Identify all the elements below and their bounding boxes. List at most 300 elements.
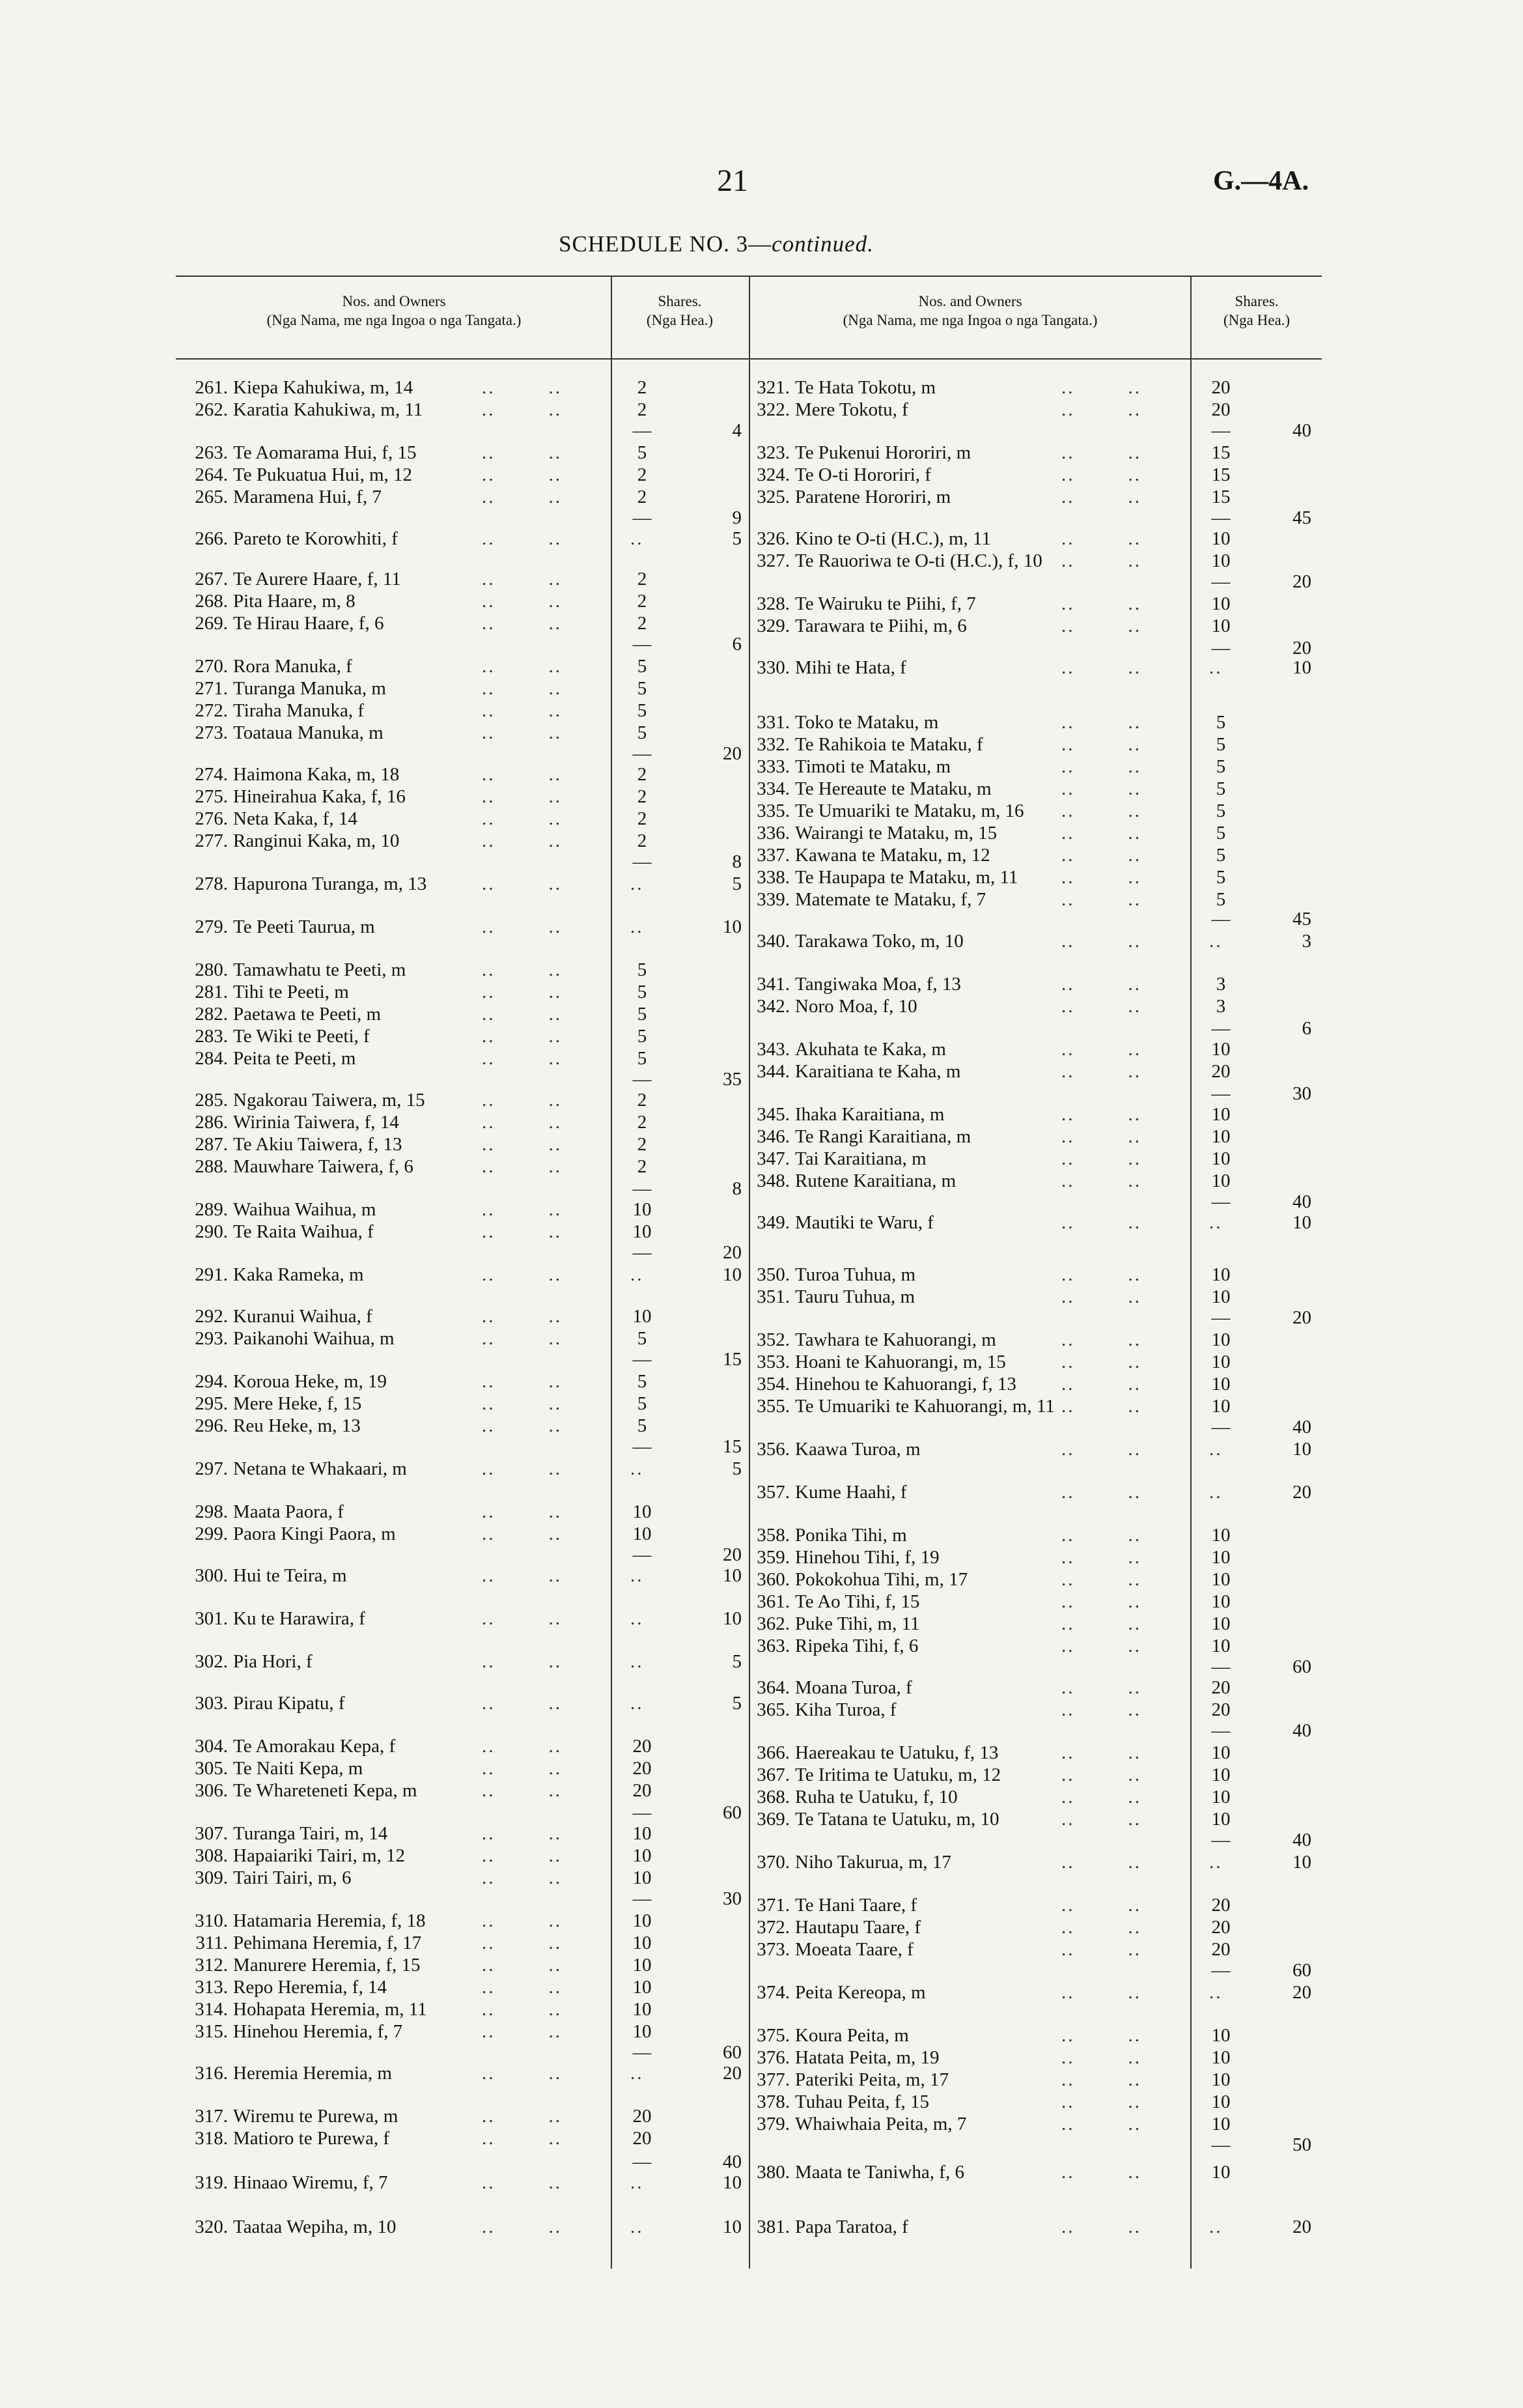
leader-dots: .. .. <box>482 873 562 894</box>
share-total: 20 <box>723 2063 742 2084</box>
owner-number: 344. <box>757 1061 790 1082</box>
owner-name: Netana te Whakaari, m <box>233 1458 407 1479</box>
owner-row <box>0 1677 1523 1699</box>
owner-number: 346. <box>757 1126 790 1147</box>
subtotal-value: 20 <box>1292 1307 1311 1328</box>
share-value: 10 <box>1211 2069 1231 2090</box>
owner-name: Hatamaria Heremia, f, 18 <box>233 1910 426 1931</box>
subtotal-dash: — <box>1211 1417 1231 1438</box>
leader-dots: .. .. <box>482 1736 562 1757</box>
share-value: 20 <box>1211 399 1231 420</box>
owner-number: 370. <box>757 1852 790 1873</box>
series-reference: G.—4A. <box>1213 166 1309 196</box>
owner-number: 281. <box>195 982 228 1002</box>
subtotal-value: 40 <box>1292 420 1311 441</box>
owner-row <box>0 1851 1523 1873</box>
leader-dots: .. <box>1209 1852 1223 1873</box>
owner-row <box>0 2161 1523 2183</box>
share-value: 20 <box>1211 1917 1231 1938</box>
owner-number: 269. <box>195 613 228 634</box>
owner-name: Pita Haare, m, 8 <box>233 591 356 612</box>
owner-name: Hinehou Tihi, f, 19 <box>795 1547 940 1568</box>
subtotal-dash: — <box>632 851 652 872</box>
leader-dots: .. .. <box>482 1758 562 1779</box>
share-value: 5 <box>1216 734 1226 755</box>
owner-number: 317. <box>195 2106 228 2127</box>
owner-name: Toataua Manuka, m <box>233 722 384 743</box>
owner-name: Mihi te Hata, f <box>795 657 906 678</box>
owner-row <box>0 1742 1523 1764</box>
subtotal-value: 30 <box>723 1888 742 1909</box>
owner-row <box>0 1286 1523 1308</box>
owner-number: 362. <box>757 1613 790 1634</box>
owner-name: Matioro te Purewa, f <box>233 2128 389 2149</box>
owner-name: Tiraha Manuka, f <box>233 700 365 721</box>
share-value: 5 <box>1216 712 1226 733</box>
share-value: 5 <box>1216 845 1226 866</box>
owner-name: Kaka Rameka, m <box>233 1264 364 1285</box>
share-value: 10 <box>1211 2025 1231 2046</box>
leader-dots: .. .. <box>1061 593 1141 614</box>
owner-name: Kino te O-ti (H.C.), m, 11 <box>795 528 991 549</box>
leader-dots: .. <box>1209 1212 1223 1233</box>
owner-row <box>0 800 1523 822</box>
owner-name: Te Wiki te Peeti, f <box>233 1026 370 1047</box>
owner-row <box>0 1126 1523 1148</box>
owner-row <box>0 1546 1523 1568</box>
leader-dots: .. .. <box>1061 2069 1141 2090</box>
leader-dots: .. .. <box>1061 734 1141 755</box>
owner-name: Turanga Tairi, m, 14 <box>233 1823 388 1844</box>
share-value: 20 <box>632 2106 652 2127</box>
owner-number: 369. <box>757 1809 790 1830</box>
leader-dots: .. .. <box>1061 1170 1141 1191</box>
owner-name: Hohapata Heremia, m, 11 <box>233 1999 427 2020</box>
owner-row <box>0 550 1523 572</box>
owner-number: 274. <box>195 764 228 785</box>
subtotal-value: 60 <box>1292 1960 1311 1981</box>
share-value: 2 <box>637 1112 647 1133</box>
owner-name: Karatia Kahukiwa, m, 11 <box>233 399 423 420</box>
owner-row <box>0 822 1523 844</box>
share-value: 20 <box>632 1758 652 1779</box>
leader-dots: .. .. <box>482 1933 562 1953</box>
owner-number: 322. <box>757 399 790 420</box>
share-value: 2 <box>637 764 647 785</box>
owner-number: 296. <box>195 1415 228 1436</box>
subtotal-dash: — <box>632 2151 652 2172</box>
leader-dots: .. .. <box>482 1048 562 1069</box>
leader-dots: .. .. <box>482 1221 562 1242</box>
owner-name: Pehimana Heremia, f, 17 <box>233 1933 422 1953</box>
owner-row <box>0 1786 1523 1808</box>
leader-dots: .. <box>630 2217 644 2237</box>
owner-number: 324. <box>757 464 790 485</box>
owner-number: 378. <box>757 2091 790 2112</box>
owner-row <box>0 1699 1523 1721</box>
owner-number: 265. <box>195 487 228 507</box>
owner-name: Te Pukuatua Hui, m, 12 <box>233 464 413 485</box>
leader-dots: .. .. <box>1061 1525 1141 1546</box>
owner-name: Heremia Heremia, m <box>233 2063 392 2084</box>
owner-number: 303. <box>195 1693 228 1714</box>
owner-name: Kawana te Mataku, m, 12 <box>795 845 990 866</box>
subtotal-dash: — <box>632 634 652 655</box>
share-value: 15 <box>1211 464 1231 485</box>
owner-row <box>0 1524 1523 1546</box>
share-value: 10 <box>632 1501 652 1522</box>
leader-dots: .. .. <box>1061 2047 1141 2068</box>
leader-dots: .. .. <box>1061 1104 1141 1125</box>
share-value: 10 <box>1211 1170 1231 1191</box>
owner-number: 345. <box>757 1104 790 1125</box>
owner-number: 374. <box>757 1982 790 2003</box>
leader-dots: .. .. <box>1061 996 1141 1017</box>
page-number: 21 <box>717 163 748 198</box>
owner-number: 372. <box>757 1917 790 1938</box>
owner-number: 363. <box>757 1636 790 1656</box>
leader-dots: .. <box>630 1458 644 1479</box>
owner-number: 261. <box>195 377 228 398</box>
subtotal-value: 45 <box>1292 909 1311 929</box>
share-value: 2 <box>637 808 647 829</box>
owner-row <box>0 677 1523 700</box>
subtotal-value: 15 <box>723 1349 742 1370</box>
owner-number: 341. <box>757 974 790 995</box>
subtotal-value: 40 <box>1292 1720 1311 1741</box>
share-total: 3 <box>1302 931 1311 952</box>
leader-dots: .. <box>1209 931 1223 952</box>
owner-name: Tairi Tairi, m, 6 <box>233 1867 352 1888</box>
owner-row <box>0 1373 1523 1395</box>
leader-dots: .. .. <box>1061 1982 1141 2003</box>
owner-name: Pateriki Peita, m, 17 <box>795 2069 949 2090</box>
share-value: 2 <box>637 1090 647 1111</box>
owner-name: Tarawara te Piihi, m, 6 <box>795 616 967 636</box>
owner-row <box>0 1060 1523 1083</box>
owner-number: 282. <box>195 1004 228 1025</box>
owner-name: Kiha Turoa, f <box>795 1699 897 1720</box>
share-value: 2 <box>637 613 647 634</box>
owner-number: 347. <box>757 1148 790 1169</box>
share-value: 20 <box>1211 1061 1231 1082</box>
leader-dots: .. .. <box>1061 2091 1141 2112</box>
share-total: 5 <box>732 1651 742 1672</box>
leader-dots: .. .. <box>482 1026 562 1047</box>
owner-name: Maata Paora, f <box>233 1501 344 1522</box>
owner-name: Hapurona Turanga, m, 13 <box>233 873 427 894</box>
owner-number: 336. <box>757 823 790 843</box>
schedule-title: SCHEDULE NO. 3—continued. <box>559 231 874 257</box>
owner-number: 355. <box>757 1396 790 1417</box>
share-total: 20 <box>1292 1482 1311 1503</box>
owner-row <box>0 1458 1523 1480</box>
share-value: 10 <box>1211 1264 1231 1285</box>
share-value: 2 <box>637 377 647 398</box>
owner-name: Haereakau te Uatuku, f, 13 <box>795 1742 999 1763</box>
owner-number: 377. <box>757 2069 790 2090</box>
owner-name: Hui te Teira, m <box>233 1565 347 1586</box>
subtotal-dash: — <box>1211 1191 1231 1212</box>
share-value: 10 <box>1211 1613 1231 1634</box>
share-value: 20 <box>1211 1895 1231 1916</box>
subtotal-value: 20 <box>723 1242 742 1263</box>
leader-dots: .. .. <box>1061 1286 1141 1307</box>
leader-dots: .. .. <box>482 1112 562 1133</box>
owner-number: 300. <box>195 1565 228 1586</box>
owner-number: 286. <box>195 1112 228 1133</box>
right-shares-header <box>1192 292 1322 330</box>
owner-name: Turoa Tuhua, m <box>795 1264 916 1285</box>
share-value: 10 <box>1211 1148 1231 1169</box>
subtotal-value: 40 <box>1292 1417 1311 1438</box>
leader-dots: .. <box>630 1693 644 1714</box>
owner-row <box>0 464 1523 486</box>
leader-dots: .. .. <box>482 1090 562 1111</box>
leader-dots: .. .. <box>1061 1636 1141 1656</box>
owner-number: 316. <box>195 2063 228 2084</box>
owner-number: 320. <box>195 2217 228 2237</box>
leader-dots: .. .. <box>482 2106 562 2127</box>
share-value: 2 <box>637 569 647 589</box>
owner-row <box>0 1264 1523 1286</box>
share-value: 10 <box>1211 1569 1231 1590</box>
owner-name: Wirinia Taiwera, f, 14 <box>233 1112 399 1133</box>
owner-row <box>0 1211 1523 1234</box>
leader-dots: .. .. <box>482 442 562 463</box>
leader-dots: .. <box>1209 1982 1223 2003</box>
owner-number: 264. <box>195 464 228 485</box>
share-total: 10 <box>723 2172 742 2193</box>
owner-name: Hapaiariki Tairi, m, 12 <box>233 1845 406 1866</box>
owners-header-maori: (Nga Nama, me nga Ingoa o nga Tangata.) <box>266 312 522 328</box>
owner-name: Paratene Hororiri, m <box>795 487 951 507</box>
share-value: 10 <box>632 1955 652 1976</box>
subtotal-row <box>0 1307 1523 1329</box>
share-value: 5 <box>637 1004 647 1025</box>
owner-name: Maata te Taniwha, f, 6 <box>795 2162 964 2183</box>
owner-name: Koroua Heke, m, 19 <box>233 1371 387 1392</box>
owner-number: 271. <box>195 678 228 699</box>
leader-dots: .. .. <box>482 464 562 485</box>
leader-dots: .. .. <box>1061 1852 1141 1873</box>
owner-row <box>0 973 1523 995</box>
subtotal-row <box>0 637 1523 659</box>
leader-dots: .. .. <box>482 1780 562 1801</box>
owner-number: 293. <box>195 1328 228 1349</box>
subtotal-value: 45 <box>1292 507 1311 528</box>
leader-dots: .. .. <box>482 1328 562 1349</box>
share-value: 10 <box>632 1523 652 1544</box>
leader-dots: .. <box>1209 1439 1223 1460</box>
owner-number: 343. <box>757 1039 790 1060</box>
share-value: 10 <box>632 1977 652 1998</box>
leader-dots: .. .. <box>482 1845 562 1866</box>
subtotal-dash: — <box>1211 1960 1231 1981</box>
subtotal-dash: — <box>632 1888 652 1909</box>
leader-dots: .. .. <box>1061 1613 1141 1634</box>
owner-number: 302. <box>195 1651 228 1672</box>
leader-dots: .. <box>1209 1482 1223 1503</box>
owners-header-label: Nos. and Owners <box>918 293 1022 309</box>
leader-dots: .. .. <box>482 1134 562 1155</box>
share-value: 10 <box>1211 1286 1231 1307</box>
leader-dots: .. .. <box>482 569 562 589</box>
owner-name: Kaawa Turoa, m <box>795 1439 921 1460</box>
owner-name: Pia Hori, f <box>233 1651 313 1672</box>
subtotal-value: 60 <box>723 1802 742 1823</box>
share-value: 10 <box>632 1933 652 1953</box>
left-shares-header <box>612 292 748 330</box>
leader-dots: .. .. <box>482 916 562 937</box>
owner-name: Wiremu te Purewa, m <box>233 2106 398 2127</box>
owner-number: 367. <box>757 1764 790 1785</box>
right-owners-header <box>752 292 1188 330</box>
owner-row <box>0 930 1523 952</box>
owner-name: Te Rahikoia te Mataku, f <box>795 734 983 755</box>
leader-dots: .. .. <box>1061 2162 1141 2183</box>
owner-name: Ruha te Uatuku, f, 10 <box>795 1787 958 1807</box>
owner-row <box>0 1438 1523 1460</box>
subtotal-value: 60 <box>723 2042 742 2063</box>
owner-name: Ngakorau Taiwera, m, 15 <box>233 1090 425 1111</box>
leader-dots: .. .. <box>482 1867 562 1888</box>
owner-number: 332. <box>757 734 790 755</box>
owner-name: Te Peeti Taurua, m <box>233 916 375 937</box>
owner-number: 301. <box>195 1608 228 1629</box>
leader-dots: .. .. <box>1061 1742 1141 1763</box>
share-value: 10 <box>632 1823 652 1844</box>
subtotal-value: 20 <box>723 1544 742 1565</box>
subtotal-dash: — <box>632 420 652 441</box>
subtotal-value: 50 <box>1292 2134 1311 2155</box>
subtotal-value: 35 <box>723 1069 742 1090</box>
share-value: 2 <box>637 399 647 420</box>
owner-name: Matemate te Mataku, f, 7 <box>795 889 986 910</box>
owner-number: 335. <box>757 800 790 821</box>
leader-dots: .. .. <box>1061 1374 1141 1395</box>
owner-number: 357. <box>757 1482 790 1503</box>
owner-number: 380. <box>757 2162 790 2183</box>
owner-row <box>0 711 1523 733</box>
share-total: 10 <box>723 1264 742 1285</box>
share-value: 20 <box>632 2128 652 2149</box>
leader-dots: .. .. <box>1061 1148 1141 1169</box>
owner-name: Hinaao Wiremu, f, 7 <box>233 2172 388 2193</box>
owner-name: Repo Heremia, f, 14 <box>233 1977 387 1998</box>
leader-dots: .. .. <box>482 1651 562 1672</box>
owner-row <box>0 1808 1523 1830</box>
leader-dots: .. .. <box>1061 1126 1141 1147</box>
leader-dots: .. .. <box>1061 464 1141 485</box>
owner-name: Te Hereaute te Mataku, m <box>795 778 992 799</box>
subtotal-row <box>0 1083 1523 1105</box>
owner-name: Mauwhare Taiwera, f, 6 <box>233 1156 413 1177</box>
owner-row <box>0 2091 1523 2113</box>
owner-name: Noro Moa, f, 10 <box>795 996 917 1017</box>
subtotal-row <box>0 1416 1523 1438</box>
leader-dots: .. .. <box>482 808 562 829</box>
share-total: 10 <box>1292 1439 1311 1460</box>
owner-row <box>0 1916 1523 1938</box>
share-value: 10 <box>1211 1396 1231 1417</box>
share-value: 5 <box>637 700 647 721</box>
owner-name: Hautapu Taare, f <box>795 1917 921 1938</box>
subtotal-row <box>0 507 1523 529</box>
leader-dots: .. .. <box>482 959 562 980</box>
subtotal-dash: — <box>1211 909 1231 929</box>
leader-dots: .. .. <box>482 1156 562 1177</box>
owner-number: 360. <box>757 1569 790 1590</box>
owner-name: Tauru Tuhua, m <box>795 1286 915 1307</box>
owner-number: 285. <box>195 1090 228 1111</box>
owner-name: Hatata Peita, m, 19 <box>795 2047 940 2068</box>
owner-number: 329. <box>757 616 790 636</box>
share-value: 2 <box>637 1134 647 1155</box>
share-value: 10 <box>1211 1104 1231 1125</box>
subtotal-value: 8 <box>732 851 742 872</box>
owner-row <box>0 657 1523 679</box>
owner-name: Te Rangi Karaitiana, m <box>795 1126 971 1147</box>
leader-dots: .. .. <box>1061 550 1141 571</box>
owner-number: 314. <box>195 1999 228 2020</box>
owner-number: 270. <box>195 656 228 677</box>
left-header-rule <box>176 358 749 360</box>
subtotal-dash: — <box>1211 507 1231 528</box>
owner-number: 287. <box>195 1134 228 1155</box>
owner-name: Te Aomarama Hui, f, 15 <box>233 442 417 463</box>
share-value: 10 <box>1211 2162 1231 2183</box>
owner-number: 376. <box>757 2047 790 2068</box>
leader-dots: .. .. <box>482 982 562 1002</box>
owner-row <box>0 2024 1523 2047</box>
owner-name: Pareto te Korowhiti, f <box>233 528 398 549</box>
leader-dots: .. .. <box>1061 756 1141 777</box>
owner-name: Tai Karaitiana, m <box>795 1148 927 1169</box>
leader-dots: .. .. <box>1061 1061 1141 1082</box>
leader-dots: .. .. <box>482 1199 562 1220</box>
owner-name: Te Hirau Haare, f, 6 <box>233 613 384 634</box>
owner-name: Rora Manuka, f <box>233 656 352 677</box>
owner-row <box>0 733 1523 756</box>
owner-row <box>0 888 1523 911</box>
subtotal-dash: — <box>632 1242 652 1263</box>
leader-dots: .. .. <box>1061 487 1141 507</box>
share-value: 5 <box>637 1393 647 1414</box>
owner-number: 358. <box>757 1525 790 1546</box>
share-value: 10 <box>1211 550 1231 571</box>
owner-number: 288. <box>195 1156 228 1177</box>
share-value: 20 <box>632 1736 652 1757</box>
leader-dots: .. .. <box>1061 657 1141 678</box>
leader-dots: .. .. <box>482 1004 562 1025</box>
subtotal-dash: — <box>1211 2134 1231 2155</box>
owner-number: 325. <box>757 487 790 507</box>
share-value: 5 <box>637 982 647 1002</box>
owner-name: Te Hani Taare, f <box>795 1895 917 1916</box>
subtotal-dash: — <box>632 1069 652 1090</box>
share-value: 10 <box>632 2021 652 2042</box>
owner-name: Hoani te Kahuorangi, m, 15 <box>795 1352 1006 1372</box>
owner-number: 327. <box>757 550 790 571</box>
leader-dots: .. .. <box>482 1565 562 1586</box>
subtotal-dash: — <box>632 743 652 764</box>
subtotal-value: 8 <box>732 1178 742 1199</box>
subtotal-row <box>0 1720 1523 1742</box>
owner-name: Whaiwhaia Peita, m, 7 <box>795 2114 967 2134</box>
leader-dots: .. .. <box>1061 800 1141 821</box>
owner-number: 351. <box>757 1286 790 1307</box>
